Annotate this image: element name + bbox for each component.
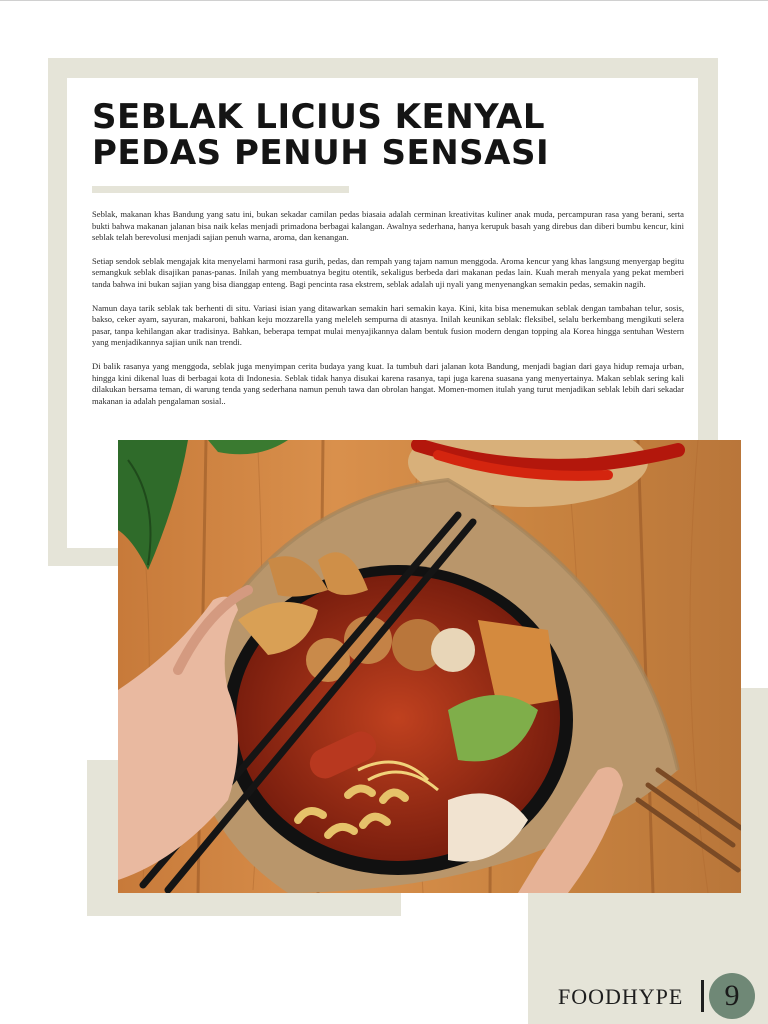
- article-paragraph-2: Setiap sendok seblak mengajak kita menyelami harmoni rasa gurih, pedas, dan rempah yang tajam namun menggoda. Aroma kencur yang khas langsung menyergap begitu semangkuk seblak disajikan panas-panas. Inilah yang membuatnya begitu otentik, sekaligus berbeda dari makanan pedas lain. Kuah merah menyala yang pekat memberi tanda bahwa ini bukan sajian yang bisa dianggap enteng. Bagi pencinta rasa ekstrem, seblak adalah uji nyali yang menyenangkan semakin pedas, semakin nagih.: [92, 255, 684, 289]
- seblak-photo: [118, 440, 741, 893]
- article-body: [92, 209, 684, 419]
- seblak-photo-illustration: [118, 440, 741, 893]
- footer-brand: FOODHYPE: [558, 984, 684, 1009]
- footer-separator: [701, 980, 704, 1012]
- top-border-line: [0, 0, 768, 1]
- article-paragraph-4: Di balik rasanya yang menggoda, seblak juga menyimpan cerita budaya yang kuat. Ia tumbuh dari jalanan kota Bandung, menjadi bagian dari gaya hidup remaja urban, hingga kini dikenal luas di berbagai kota di Indonesia. Seblak tidak hanya disukai karena rasanya, tapi juga karena suasana yang menyertainya. Makan seblak sering kali dilakukan bersama teman, di warung tenda yang sederhana namun penuh tawa dan obrolan hangat. Momen-momen itulah yang turut menjadikan seblak lebih dari sekadar makanan ia adalah pengalaman sosial..: [92, 360, 684, 406]
- article-paragraph-3: Namun daya tarik seblak tak berhenti di situ. Variasi isian yang ditawarkan semakin hari semakin kaya. Kini, kita bisa menemukan seblak dengan tambahan telur, sosis, bakso, ceker ayam, sayuran, makaroni, bahkan keju mozzarella yang meleleh sempurna di atasnya. Inilah keunikan seblak: fleksibel, selalu berkembang mengikuti selera pasar, tanpa kehilangan akar tradisinya. Bahkan, beberapa tempat mulai menyajikannya dalam bentuk fusion modern dengan topping ala Korea hingga sentuhan Western yang menjadikannya sajian unik nan trendi.: [92, 302, 684, 348]
- page-number-badge: 9: [709, 973, 755, 1019]
- title-accent-bar: [92, 186, 349, 193]
- article-title: [92, 99, 682, 171]
- article-title-line-2: PEDAS PENUH SENSASI: [92, 133, 550, 173]
- article-title-line-1: SEBLAK LICIUS KENYAL: [92, 97, 546, 137]
- article-paragraph-1: Seblak, makanan khas Bandung yang satu ini, bukan sekadar camilan pedas biasaia adalah cerminan kreativitas kuliner anak muda, percampuran rasa yang berani, serta bukti bahwa makanan jalanan bisa naik kelas menjadi primadona berbagai kalangan. Awalnya sederhana, hanya kerupuk basah yang direbus dan diberi bumbu kencur, kini seblak telah berevolusi menjadi sajian penuh warna, aroma, dan kenangan.: [92, 209, 684, 243]
